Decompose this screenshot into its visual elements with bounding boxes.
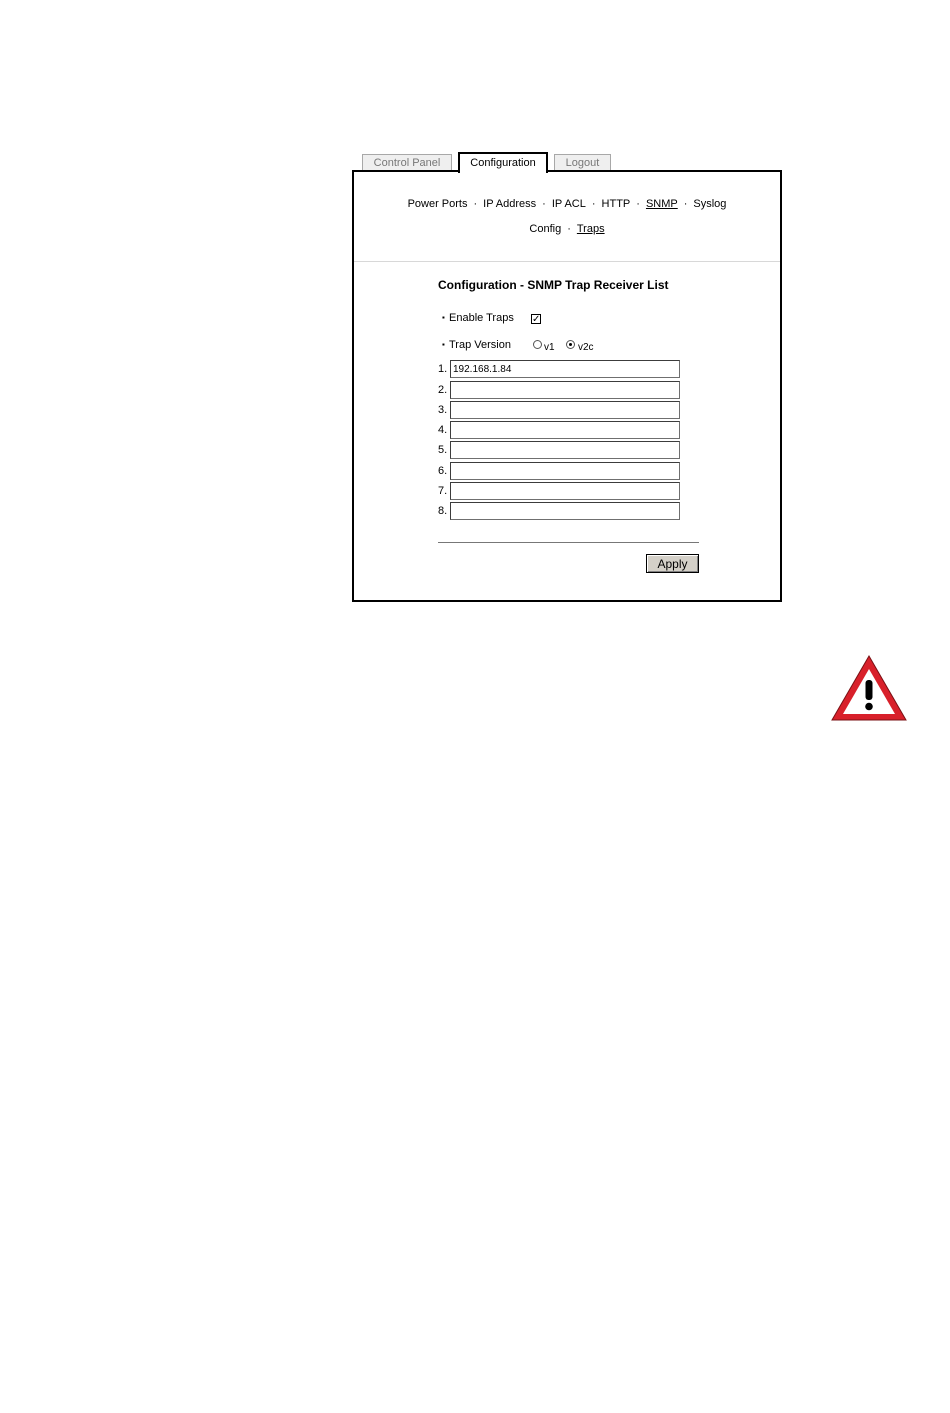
tab-logout[interactable]: Logout [554,154,611,171]
trap-receiver-number: 7. [438,485,448,497]
trap-receiver-number: 6. [438,465,448,477]
trap-receiver-number: 5. [438,444,448,456]
bullet-trap-version: ▪ [442,340,445,349]
trap-receiver-6-input[interactable] [450,462,680,480]
trap-receiver-7-input[interactable] [450,482,680,500]
configuration-panel [352,170,782,602]
trap-receiver-number: 8. [438,505,448,517]
subnav-item-ip-acl[interactable]: IP ACL [551,198,586,210]
trap-receiver-row [438,502,688,520]
tab-control-panel[interactable]: Control Panel [362,154,452,171]
trap-receiver-number: 4. [438,424,448,436]
bullet-enable-traps: ▪ [442,313,445,322]
subnav-item-ip-address[interactable]: IP Address [483,198,537,210]
trap-receiver-1-input[interactable] [450,360,680,378]
subnav-item-power-ports[interactable]: Power Ports [407,198,468,210]
trap-receiver-row [438,401,688,419]
subnav-separator: · [636,198,640,210]
subnav-item-config[interactable]: Config [529,223,562,235]
radio-selected-dot [569,343,572,346]
tab-bar [362,152,782,172]
trap-receiver-3-input[interactable] [450,401,680,419]
tab-configuration[interactable]: Configuration [458,152,548,173]
subnav-separator: · [542,198,546,210]
subnav-row-secondary [354,223,780,235]
subnav-separator: · [591,198,596,210]
subnav-row-primary [354,198,780,210]
enable-traps-label: Enable Traps [449,312,514,324]
checkmark-icon: ✓ [532,314,541,325]
page-title: Configuration - SNMP Trap Receiver List [438,278,669,292]
subnav-item-syslog[interactable]: Syslog [693,198,727,210]
subnav-separator: · [567,223,571,235]
subnav-item-traps[interactable]: Traps [576,223,605,235]
trap-version-v2c-radio[interactable] [566,340,575,349]
trap-receiver-5-input[interactable] [450,441,680,459]
trap-receiver-number: 2. [438,384,448,396]
warning-triangle-icon [830,654,908,722]
form-divider [438,542,699,543]
enable-traps-checkbox[interactable] [531,314,541,324]
trap-receiver-2-input[interactable] [450,381,680,399]
trap-receiver-row [438,441,688,459]
trap-receiver-number: 3. [438,404,448,416]
trap-version-v1-radio[interactable] [533,340,542,349]
trap-receiver-row [438,421,688,439]
trap-receiver-number: 1. [438,363,448,375]
section-divider [354,261,780,262]
subnav-item-snmp[interactable]: SNMP [645,198,678,210]
trap-receiver-row [438,360,688,378]
subnav-item-http[interactable]: HTTP [601,198,631,210]
subnav-separator: · [473,198,478,210]
apply-button[interactable]: Apply [646,554,699,573]
trap-version-v1-label: v1 [544,342,555,353]
subnav-separator: · [683,198,688,210]
trap-receiver-row [438,462,688,480]
trap-version-v2c-label: v2c [578,342,594,353]
trap-receiver-row [438,482,688,500]
trap-receiver-4-input[interactable] [450,421,680,439]
trap-receiver-8-input[interactable] [450,502,680,520]
trap-receiver-row [438,381,688,399]
trap-version-label: Trap Version [449,339,511,351]
